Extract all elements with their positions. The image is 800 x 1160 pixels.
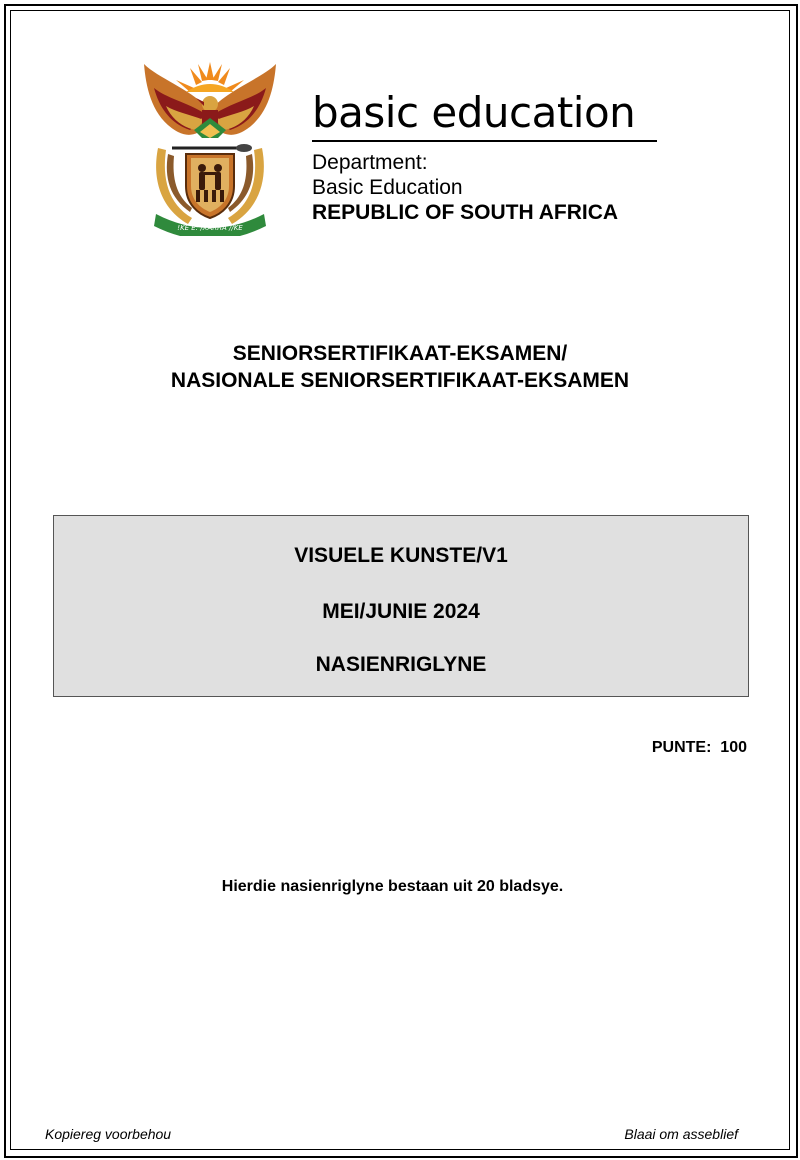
subject-title: VISUELE KUNSTE/V1: [294, 544, 508, 567]
exam-heading-line2: NASIONALE SENIORSERTIFIKAAT-EKSAMEN: [170, 369, 630, 392]
logo-department-name: Basic Education: [312, 176, 463, 199]
department-logo: [312, 88, 662, 225]
coat-of-arms-motto: !KE E: /XARRA //KE: [177, 224, 243, 232]
exam-heading-line1: SENIORSERTIFIKAAT-EKSAMEN/: [232, 342, 568, 365]
exam-session: MEI/JUNIE 2024: [322, 600, 480, 623]
page-count-note: Hierdie nasienriglyne bestaan uit 20 bladsye.: [221, 878, 564, 895]
footer-copyright: Kopiereg voorbehou: [45, 1126, 172, 1142]
logo-country: REPUBLIC OF SOUTH AFRICA: [312, 201, 619, 224]
footer-turn-page: Blaai om asseblief: [624, 1126, 738, 1142]
title-box: [53, 515, 749, 697]
logo-divider: [312, 140, 657, 142]
total-marks: PUNTE: 100: [651, 739, 747, 756]
logo-brand-text: basic education: [312, 88, 636, 137]
exam-heading: [0, 340, 800, 394]
document-type: NASIENRIGLYNE: [315, 653, 487, 676]
logo-department-label: Department:: [312, 151, 428, 174]
coat-of-arms-icon: [138, 58, 282, 236]
